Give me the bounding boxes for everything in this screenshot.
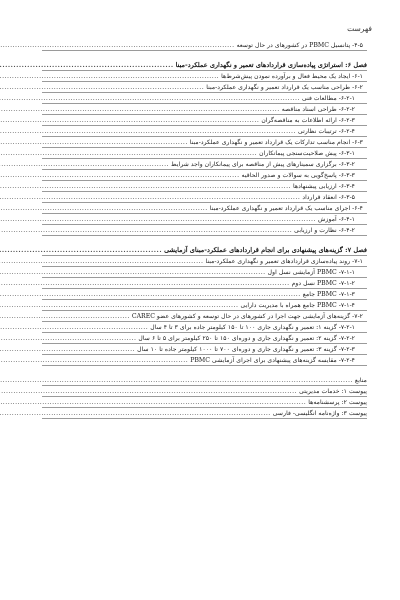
toc-leader-dots	[0, 94, 300, 103]
page-header-title: فهرست	[347, 24, 372, 33]
toc-entry-title: ۶-۳-۵- انعقاد قرارداد	[302, 193, 355, 201]
toc-entry-title: ۴-۵- پتانسیل PBMC در کشورهای در حال توسعه	[236, 41, 363, 49]
toc-entry[interactable]	[42, 225, 367, 236]
table-of-contents	[42, 40, 367, 419]
toc-entry[interactable]	[42, 375, 367, 386]
toc-entry-title: منابع	[354, 376, 367, 384]
toc-entry-title: ۶-۲-۳- ارائه اطلاعات به مناقصه‌گران	[261, 116, 355, 124]
toc-leader-dots	[0, 160, 169, 169]
toc-entry[interactable]	[42, 300, 367, 311]
toc-leader-dots	[0, 83, 204, 92]
toc-leader-dots	[0, 105, 280, 114]
toc-leader-dots	[0, 41, 235, 50]
toc-entry[interactable]	[42, 408, 367, 419]
toc-entry-title: ۶-۳-۴- ارزیابی پیشنهادها	[293, 182, 355, 190]
toc-entry-title: ۷-۱-۴- PBMC جامع همراه با مدیریت دارایی	[240, 301, 355, 309]
toc-entry-title: ۷-۲-۴- مقایسه گزینه‌های پیشنهادی برای اجرای آزمایشی PBMC	[190, 356, 355, 364]
toc-entry-title: ۶-۲-۲- طراحی اسناد مناقصه	[281, 105, 355, 113]
toc-leader-dots	[0, 204, 208, 213]
toc-entry[interactable]	[42, 71, 367, 82]
toc-entry[interactable]	[42, 289, 367, 300]
toc-entry[interactable]	[42, 60, 367, 71]
toc-entry[interactable]	[42, 170, 367, 181]
toc-entry-title: ۷-۲-۲- گزینه ۲: تعمیر و نگهداری جاری و دوره‌ای ۱۵۰ تا ۲۵۰ کیلومتر برای ۵ تا ۶ سال	[138, 334, 355, 342]
toc-entry[interactable]	[42, 148, 367, 159]
toc-entry[interactable]	[42, 40, 367, 51]
toc-entry[interactable]	[42, 104, 367, 115]
toc-entry[interactable]	[42, 181, 367, 192]
toc-leader-dots	[0, 72, 219, 81]
toc-entry-title: فصل ۷: گزینه‌های پیشنهادی برای انجام قراردادهای عملکرد-مبنای آزمایشی	[164, 245, 367, 254]
toc-entry-title: ۶-۱- ایجاد یک محیط فعال و برآورده نمودن پیش‌شرط‌ها	[221, 72, 363, 80]
toc-entry-title: ۷-۲-۳- گزینه ۳: تعمیر و نگهداری جاری و دوره‌ای ۷۰۰ تا ۱۰۰۰ کیلومتر جاده تا ۱۰ سال	[137, 345, 355, 353]
toc-leader-dots	[0, 182, 291, 191]
toc-entry-title: ۶-۲-۱- مطالعات فنی	[301, 94, 355, 102]
toc-leader-dots	[0, 356, 188, 365]
toc-leader-dots	[0, 138, 188, 147]
toc-leader-dots	[0, 149, 257, 158]
toc-leader-dots	[0, 409, 271, 418]
toc-entry[interactable]	[42, 203, 367, 214]
toc-entry-title: ۶-۳-۲- برگزاری سمینارهای پیش از مناقصه برای پیمانکاران واجد شرایط	[171, 160, 355, 168]
toc-entry[interactable]	[42, 126, 367, 137]
toc-leader-dots	[0, 116, 259, 125]
toc-leader-dots	[0, 61, 174, 70]
toc-leader-dots	[0, 268, 266, 277]
toc-entry-title: ۷-۲- گزینه‌های آزمایشی جهت اجرا در کشورهای در حال توسعه و کشورهای عضو CAREC	[131, 312, 363, 320]
toc-entry-title: پیوست ۳: واژه‌نامه انگلیسی- فارسی	[272, 409, 367, 417]
toc-entry[interactable]	[42, 245, 367, 256]
toc-entry-title: ۶-۲-۴- ترتیبات نظارتی	[297, 127, 355, 135]
toc-entry-title: ۶-۲- طراحی مناسب یک قرارداد تعمیر و نگهداری عملکرد-مبنا	[206, 83, 363, 91]
toc-leader-dots	[0, 279, 290, 288]
toc-leader-dots	[0, 334, 136, 343]
toc-leader-dots	[0, 376, 353, 385]
toc-leader-dots	[0, 301, 238, 310]
toc-leader-dots	[0, 215, 316, 224]
toc-entry-title: ۷-۱-۳- PBMC جامع	[302, 290, 355, 298]
toc-entry-title: ۷-۲-۱- گزینه ۱: تعمیر و نگهداری جاری ۱۰۰ تا ۱۵۰ کیلومتر جاده برای ۳ تا ۴ سال	[150, 323, 355, 331]
toc-entry[interactable]	[42, 333, 367, 344]
toc-leader-dots	[0, 345, 135, 354]
toc-leader-dots	[0, 387, 297, 396]
toc-entry[interactable]	[42, 256, 367, 267]
toc-entry-title: پیوست ۲: پرسشنامه‌ها	[308, 398, 367, 406]
toc-entry[interactable]	[42, 311, 367, 322]
toc-entry[interactable]	[42, 355, 367, 366]
toc-entry[interactable]	[42, 322, 367, 333]
toc-entry-title: ۶-۴- اجرای مناسب یک قرارداد تعمیر و نگهداری عملکرد-مبنا	[209, 204, 363, 212]
toc-leader-dots	[0, 398, 306, 407]
toc-entry-title: ۶-۳-۱- پیش صلاحیت‌سنجی پیمانکاران	[259, 149, 355, 157]
toc-entry-title: ۶-۴-۱- آموزش	[318, 215, 355, 223]
toc-entry[interactable]	[42, 267, 367, 278]
toc-leader-dots	[0, 127, 296, 136]
toc-entry[interactable]	[42, 397, 367, 408]
toc-entry-title: ۶-۴-۲- نظارت و ارزیابی	[294, 226, 355, 234]
toc-entry[interactable]	[42, 386, 367, 397]
toc-entry[interactable]	[42, 278, 367, 289]
toc-leader-dots	[0, 323, 148, 332]
toc-leader-dots	[0, 193, 300, 202]
toc-entry[interactable]	[42, 93, 367, 104]
toc-leader-dots	[0, 246, 162, 255]
toc-leader-dots	[0, 290, 301, 299]
toc-entry[interactable]	[42, 115, 367, 126]
toc-entry-title: فصل ۶: استراتژی پیاده‌سازی قراردادهای تعمیر و نگهداری عملکرد-مبنا	[175, 60, 367, 69]
toc-leader-dots	[0, 312, 130, 321]
toc-entry-title: ۷-۱-۱- PBMC آزمایشی نسل اول	[267, 268, 355, 276]
toc-leader-dots	[0, 257, 204, 266]
toc-entry[interactable]	[42, 344, 367, 355]
toc-entry-title: ۷-۱-۲- PBMC نسل دوم	[291, 279, 355, 287]
toc-entry[interactable]	[42, 159, 367, 170]
toc-entry-title: ۷-۱- روند پیاده‌سازی قراردادهای تعمیر و نگهداری عملکرد-مبنا	[205, 257, 363, 265]
toc-entry[interactable]	[42, 214, 367, 225]
toc-entry-title: پیوست ۱: خدمات مدیریتی	[299, 387, 367, 395]
toc-entry[interactable]	[42, 82, 367, 93]
toc-entry[interactable]	[42, 137, 367, 148]
toc-leader-dots	[0, 171, 240, 180]
toc-entry[interactable]	[42, 192, 367, 203]
toc-entry-title: ۶-۳- انجام مناسب تدارکات یک قرارداد تعمیر و نگهداری عملکرد-مبنا	[189, 138, 363, 146]
toc-entry-title: ۶-۳-۳- پاسخ‌گویی به سوالات و صدور الحاقیه	[241, 171, 355, 179]
toc-leader-dots	[0, 226, 292, 235]
